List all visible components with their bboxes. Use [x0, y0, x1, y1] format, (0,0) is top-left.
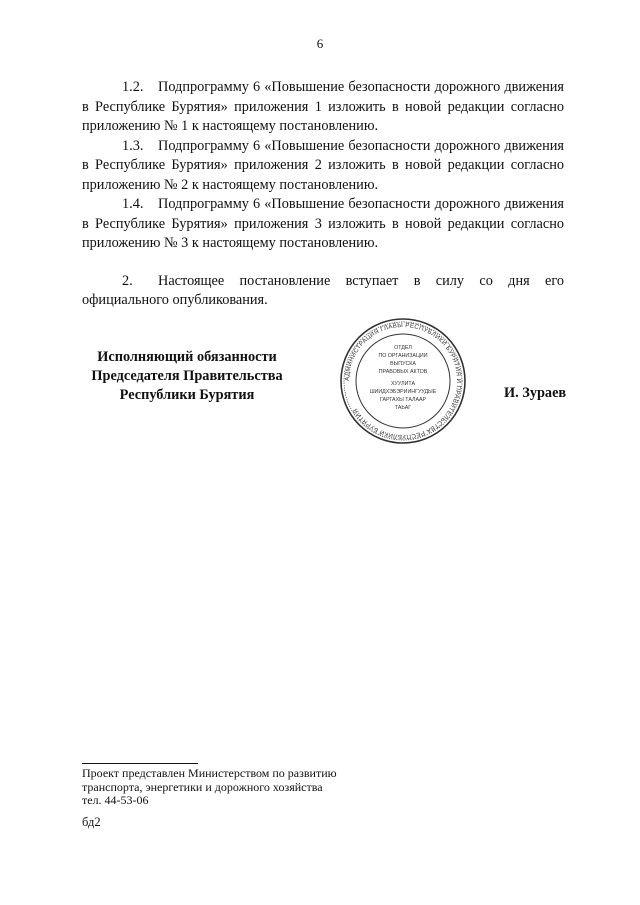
paragraph-text: Настоящее постановление вступает в силу со дня его официального опубликования.: [82, 272, 564, 308]
paragraph-number: 1.2.: [122, 79, 144, 95]
official-stamp: [339, 317, 467, 445]
footnote-divider: [82, 763, 198, 764]
stamp-inner-line: ХУУЛИТА: [391, 381, 415, 387]
footnote-line: тел. 44-53-06: [82, 793, 149, 807]
stamp-inner-line: ПО ОРГАНИЗАЦИИ: [378, 353, 428, 359]
signer-title-line: Исполняющий обязанности: [97, 349, 277, 365]
paragraph-1-2: [82, 78, 564, 137]
footnote: [82, 767, 337, 808]
footnote-line: транспорта, энергетики и дорожного хозяйства: [82, 779, 323, 794]
paragraph-text: Подпрограмму 6 «Повышение безопасности дорожного движения в Республике Бурятия» приложения 3 изложить в новой редакции согласно приложению № 3 к настоящему постановлению.: [82, 196, 564, 251]
stamp-outer-text: АДМИНИСТРАЦИЯ ГЛАВЫ РЕСПУБЛИКИ БУРЯТИЯ И ПРАВИТЕЛЬСТВА РЕСПУБЛИКИ БУРЯТИЯ: [343, 321, 463, 441]
paragraph-number: 1.3.: [122, 137, 144, 154]
paragraph-number: 2.: [122, 272, 133, 289]
footnote-line: Проект представлен Министерством по развитию: [82, 766, 337, 780]
stamp-inner-line: ОТДЕЛ: [394, 345, 412, 351]
page-number: 6: [316, 36, 324, 51]
paragraph-1-3: [82, 137, 564, 196]
paragraph-text: Подпрограмму 6 «Повышение безопасности дорожного движения в Республике Бурятия» приложения 1 изложить в новой редакции согласно приложению № 1 к настоящему постановлению.: [82, 79, 564, 134]
signer-title-line: Председателя Правительства: [91, 368, 283, 384]
stamp-inner-line: ПРАВОВЫХ АКТОВ: [378, 369, 428, 375]
paragraph-1-4: [82, 195, 564, 254]
stamp-inner-line: ВЫПУСКА: [390, 361, 416, 367]
signer-name: И. Зураев: [504, 385, 567, 401]
stamp-inner-line: ГАРГАХЫ ТАЛААР: [379, 397, 427, 403]
signer-title-line: Республики Бурятия: [119, 387, 255, 403]
paragraph-2: [82, 272, 564, 311]
stamp-inner-line: ШИИДХЭБЭРИИНГУУДЫЕ: [369, 389, 437, 395]
paragraph-text: Подпрограмму 6 «Повышение безопасности дорожного движения в Республике Бурятия» приложения 2 изложить в новой редакции согласно приложению № 2 к настоящему постановлению.: [82, 137, 564, 193]
document-body: [82, 78, 564, 311]
document-code: бд2: [82, 815, 101, 829]
paragraph-number: 1.4.: [122, 196, 144, 212]
signer-title: [82, 348, 292, 405]
stamp-inner-line: ТАЬАГ: [394, 405, 412, 411]
